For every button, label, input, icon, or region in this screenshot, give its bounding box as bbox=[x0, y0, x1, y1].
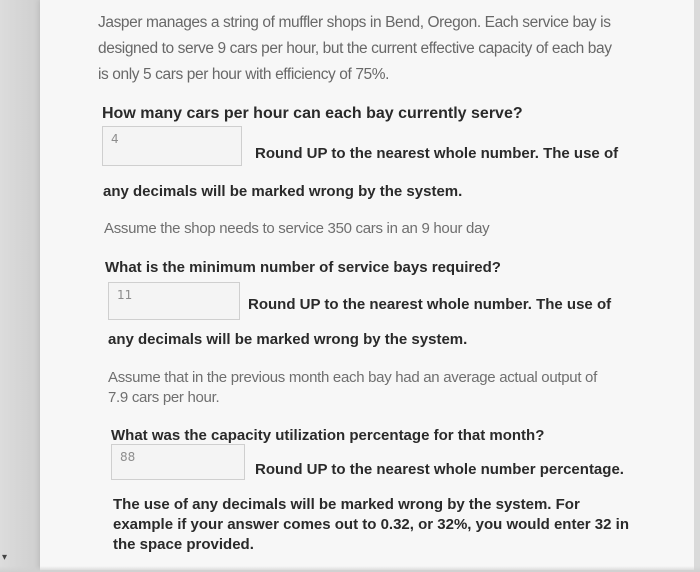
assume-1: Assume the shop needs to service 350 cars in an 9 hour day bbox=[104, 220, 490, 237]
scroll-arrow-icon[interactable]: ▾ bbox=[2, 552, 8, 563]
assume-2-line-1: Assume that in the previous month each bay had an average actual output of bbox=[108, 369, 597, 386]
q3-rule-line-1: Round UP to the nearest whole number percentage. bbox=[255, 461, 624, 478]
q2-answer-input[interactable]: 11 bbox=[108, 282, 240, 320]
q2-rule-line-2: any decimals will be marked wrong by the system. bbox=[108, 331, 468, 348]
q3-note-line-2: example if your answer comes out to 0.32, or 32%, you would enter 32 in bbox=[113, 516, 629, 533]
left-margin bbox=[0, 0, 40, 572]
q1-question: How many cars per hour can each bay currently serve? bbox=[102, 105, 523, 122]
q1-answer-input[interactable]: 4 bbox=[102, 126, 242, 166]
q3-note-line-3: the space provided. bbox=[113, 536, 254, 553]
q1-rule-line-2: any decimals will be marked wrong by the system. bbox=[103, 183, 463, 200]
q3-answer-input[interactable]: 88 bbox=[111, 444, 245, 480]
q3-note-line-1: The use of any decimals will be marked wrong by the system. For bbox=[113, 496, 580, 513]
bottom-edge bbox=[0, 566, 700, 572]
q3-question: What was the capacity utilization percentage for that month? bbox=[111, 427, 545, 444]
intro-line-2: designed to serve 9 cars per hour, but the current effective capacity of each bay bbox=[98, 40, 612, 57]
right-margin bbox=[694, 0, 700, 572]
q1-rule-line-1: Round UP to the nearest whole number. The use of bbox=[255, 145, 619, 162]
q2-question: What is the minimum number of service bays required? bbox=[105, 259, 501, 276]
intro-line-3: is only 5 cars per hour with efficiency of 75%. bbox=[98, 66, 390, 83]
assume-2-line-2: 7.9 cars per hour. bbox=[108, 389, 220, 406]
intro-line-1: Jasper manages a string of muffler shops in Bend, Oregon. Each service bay is bbox=[98, 14, 611, 31]
q2-rule-line-1: Round UP to the nearest whole number. The use of bbox=[248, 296, 612, 313]
